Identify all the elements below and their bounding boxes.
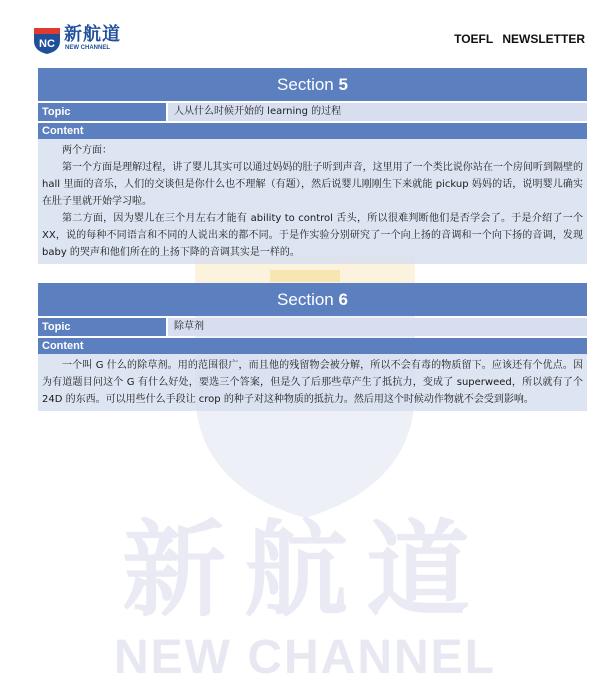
- newsletter-title: TOEFL NEWSLETTER: [454, 32, 585, 46]
- logo-english-text: NEW CHANNEL: [65, 45, 110, 51]
- content-body: [38, 139, 587, 264]
- topic-value: 除草剂: [168, 318, 587, 336]
- content-label: Content: [38, 338, 587, 354]
- svg-text:NC: NC: [39, 38, 55, 50]
- content-body: [38, 354, 587, 411]
- page-header: [0, 0, 609, 62]
- logo-chinese-text: 新航道: [64, 24, 121, 45]
- watermark-chinese-text: 新航道: [121, 509, 488, 631]
- watermark-english-text: NEW CHANNEL: [114, 631, 496, 684]
- content-paragraph: 一个叫 G 什么的除草剂。用的范围很广，而且他的残留物会被分解，所以不会有毒的物质留下。应该还有个优点。因为有道题目问这个 G 有什么好处，要选三个答案，但是久了后那些草产生了抵抗力，变成了 superweed，所以就有了个 24D 的东西。可以用些什么手段让 crop 的种子对这种物质的抵抗力。然后用这个时候动作物就不会受到影响。: [42, 360, 583, 405]
- content-paragraph: 第二方面，因为婴儿在三个月左右才能有 ability to control 舌头，所以很难判断他们是否学会了。于是介绍了一个 XX，说的每种不同语言和不同的人说出来的都不同。于是作实验分别研究了一个向上扬的音调和一个向下扬的音调，发现 baby 的哭声和他们所在的上扬下降的音调其实是一样的。: [42, 213, 583, 258]
- content-paragraph: 两个方面：: [62, 145, 112, 156]
- topic-value: 人从什么时候开始的 learning 的过程: [168, 103, 587, 121]
- topic-label: Topic: [38, 103, 166, 121]
- topic-row: [38, 103, 587, 121]
- section-number: 6: [338, 290, 348, 309]
- section-prefix: Section: [277, 75, 339, 94]
- section-6: [38, 283, 587, 411]
- section-5: [38, 68, 587, 264]
- section-prefix: Section: [277, 290, 339, 309]
- section-number: 5: [338, 75, 348, 94]
- content-label-row: [38, 123, 587, 139]
- section-heading: [38, 283, 587, 316]
- content-label: Content: [38, 123, 587, 139]
- content-paragraph: 第一个方面是理解过程，讲了婴儿其实可以通过妈妈的肚子听到声音，这里用了一个类比说你站在一个房间听到隔壁的 hall 里面的音乐，人们的交谈但是你什么也不理解（有题），然后说婴儿刚刚生下来就能 pickup 妈妈的话，说明婴儿确实在肚子里就开始学习啦。: [42, 162, 583, 207]
- topic-row: [38, 318, 587, 336]
- section-heading: [38, 68, 587, 101]
- shield-logo-icon: [32, 25, 62, 55]
- topic-label: Topic: [38, 318, 166, 336]
- content-label-row: [38, 338, 587, 354]
